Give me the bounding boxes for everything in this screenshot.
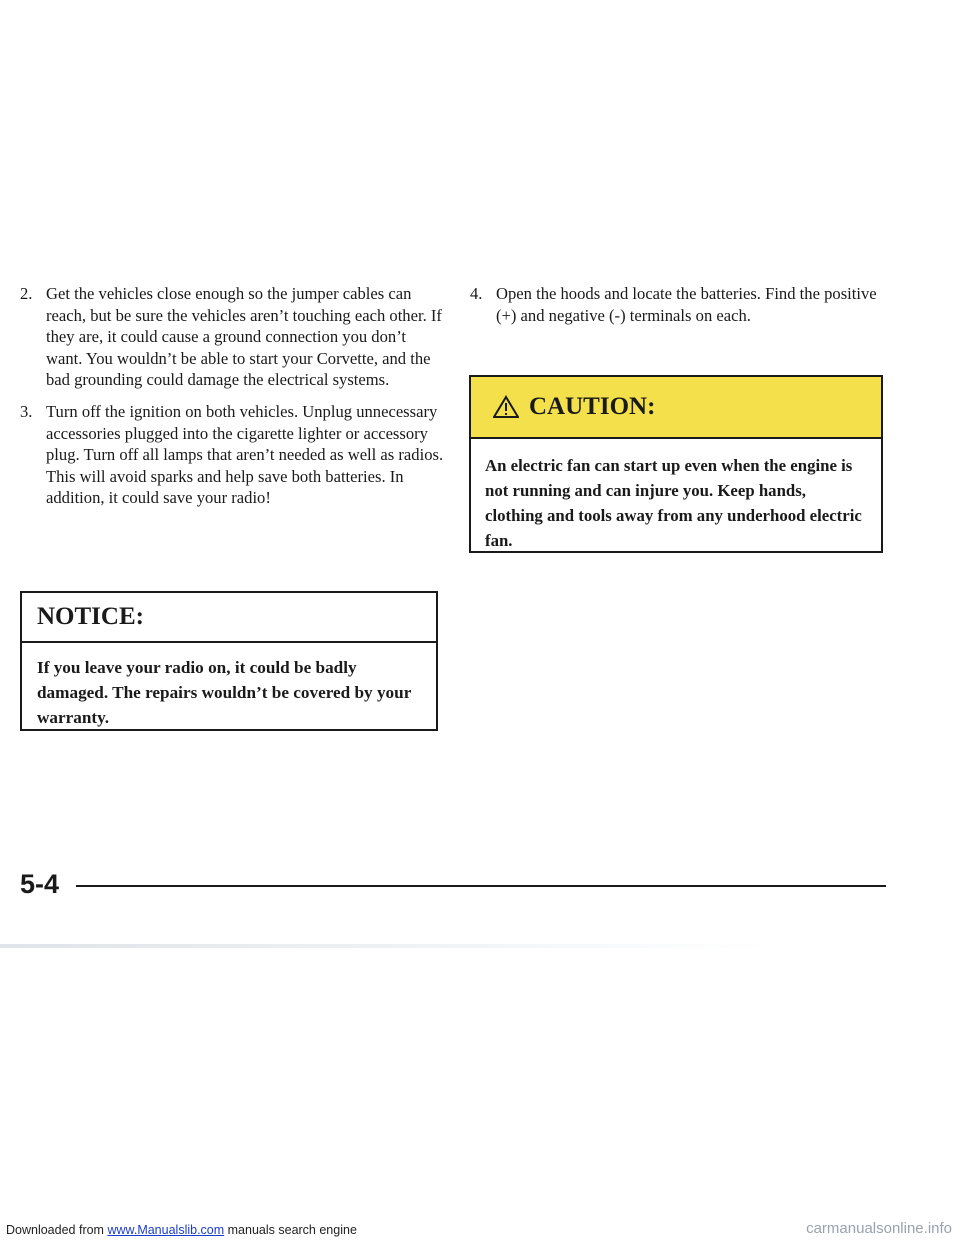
page-number: 5-4 bbox=[20, 869, 60, 899]
scan-edge bbox=[0, 944, 960, 948]
step-number: 2. bbox=[20, 284, 33, 303]
caution-body: An electric fan can start up even when the engine is not running and can injure you. Keep hands, clothing and tools away from any underhood electric fan. bbox=[485, 456, 862, 550]
caution-title: CAUTION: bbox=[529, 393, 656, 420]
step-text: Get the vehicles close enough so the jumper cables can reach, but be sure the vehicles aren’t touching each other. If they are, it could cause a ground connection you don’t want. You wouldn’t be able to start your Corvette, and the bad grounding could damage the electrical systems. bbox=[46, 284, 442, 390]
watermark-suffix: manuals search engine bbox=[224, 1223, 357, 1237]
left-column bbox=[20, 283, 445, 519]
right-column bbox=[470, 283, 890, 336]
notice-body: If you leave your radio on, it could be badly damaged. The repairs wouldn’t be covered by your warranty. bbox=[37, 658, 412, 727]
watermark-prefix: Downloaded from bbox=[6, 1223, 108, 1237]
site-watermark: carmanualsonline.info bbox=[806, 1220, 952, 1237]
manualslib-link[interactable]: www.Manualslib.com bbox=[107, 1223, 225, 1237]
step-text: Open the hoods and locate the batteries. Find the positive (+) and negative (-) terminals on each. bbox=[496, 284, 877, 325]
step-4 bbox=[470, 283, 890, 326]
step-3 bbox=[20, 401, 445, 509]
caution-header bbox=[471, 377, 881, 439]
caution-box bbox=[469, 375, 883, 553]
step-number: 4. bbox=[470, 284, 483, 303]
download-watermark bbox=[6, 1223, 357, 1237]
step-text: Turn off the ignition on both vehicles. Unplug unnecessary accessories plugged into the cigarette lighter or accessory plug. Turn off all lamps that aren’t needed as well as radios. This will avoid sparks and help save both batteries. In addition, it could save your radio! bbox=[46, 401, 444, 508]
step-number: 3. bbox=[20, 401, 33, 421]
step-2 bbox=[20, 283, 445, 391]
warning-triangle-icon bbox=[493, 395, 519, 419]
footer-rule bbox=[76, 885, 886, 887]
notice-box bbox=[20, 591, 438, 731]
notice-title: NOTICE: bbox=[22, 593, 436, 643]
